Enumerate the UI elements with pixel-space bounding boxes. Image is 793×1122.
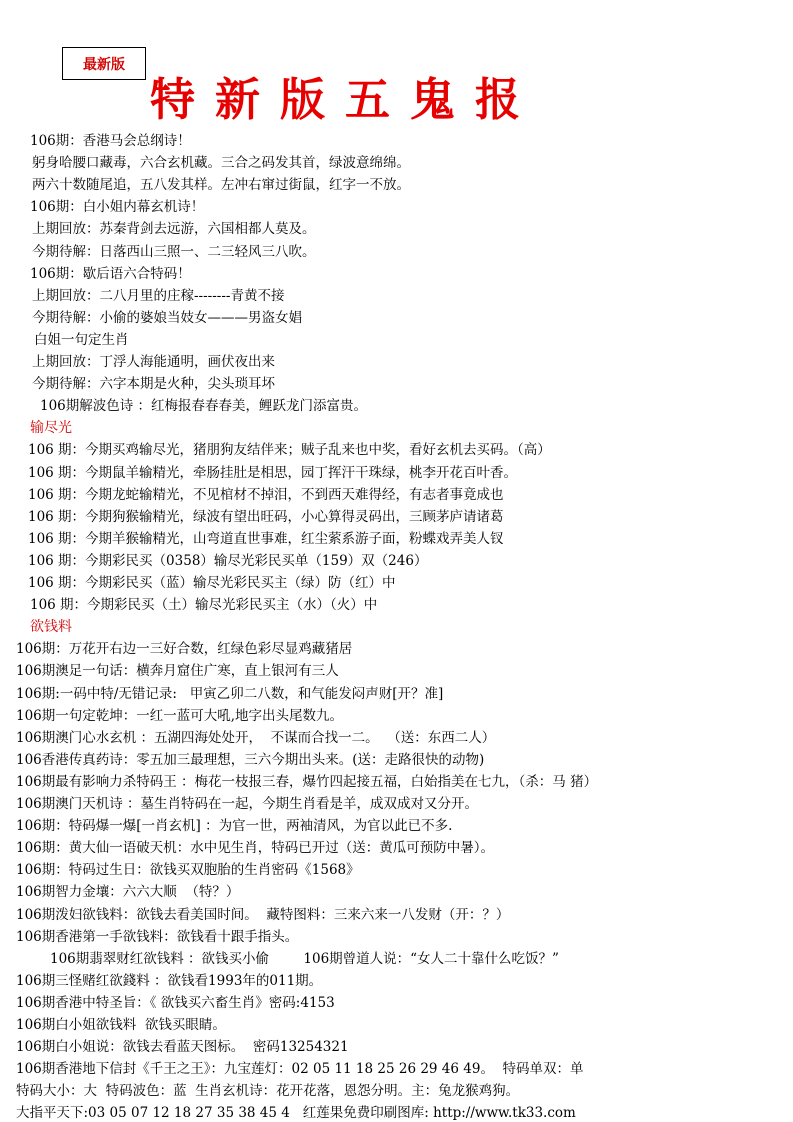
text-line: 106 期：今期鼠羊输精光，牵肠挂肚是相思，园丁挥汗干珠绿，桃李开花百叶香。	[28, 464, 518, 481]
text-line: 106期翡翠财红欲钱料 ：欲钱买小偷 106期曾道人说：“女人二十靠什么吃饭？”	[50, 950, 559, 967]
text-line: 白姐一句定生肖	[34, 331, 129, 348]
text-line: 106期：香港马会总纲诗！	[30, 133, 191, 149]
text-line: 上期回放：丁浮人海能通明，画伏夜出来	[32, 354, 275, 370]
text-line: 106期香港第一手欲钱料：欲钱看十跟手指头。	[16, 928, 299, 945]
text-line: 106期：歇后语六合特码！	[30, 265, 191, 282]
text-line: 106期解波色诗 ：红梅报春春春美，鲤跃龙门添富贵。	[40, 398, 368, 415]
text-line: 106期澳门天机诗 ：墓生肖特码在一起，今期生肖看是羊，成双成对又分开。	[16, 796, 479, 812]
text-line: 106期澳门心水玄机 ：五湖四海处处开， 不谋而合找一二。 （送：东西二人）	[16, 729, 496, 746]
text-line: 106期香港中特圣旨：《 欲钱买六畜生肖》密码:4153	[16, 994, 335, 1011]
text-line: 106期:一码中特/无错记录: 甲寅乙卯二八数，和气能发闷声财[开？准]	[16, 685, 444, 702]
section-heading: 欲钱料	[30, 619, 72, 636]
text-line: 106期：白小姐内幕玄机诗！	[30, 199, 205, 216]
text-line: 106 期：今期买鸡输尽光，猪朋狗友结伴来；贼子乱来也中奖，看好玄机去买码。（高）	[28, 442, 551, 459]
text-line: 106期澳足一句话：横奔月窟住广寒，直上银河有三人	[16, 663, 339, 680]
text-line: 106期香港地下信封《千王之王》：九宝莲灯：02 05 11 18 25 26 29 46 49。 特码单双：单	[16, 1061, 584, 1078]
text-line: 106期智力金壤：六六大顺 （特？）	[16, 884, 240, 901]
text-line: 106期泼妇欲钱料：欲钱去看美国时间。 藏特图料：三来六来一八发财（开：？）	[16, 906, 510, 923]
text-line: 106期一句定乾坤：一红一蓝可大吼,地字出头尾数九。	[16, 707, 344, 724]
section-heading: 输尽光	[30, 420, 72, 437]
text-line: 106 期：今期彩民买（0358）输尽光彩民买单（159）双（246）	[28, 552, 428, 569]
text-line: 今期待解：日落西山三照一、二三轻风三八吹。	[32, 243, 316, 260]
text-line: 106期：特码爆一爆[一肖玄机] ：为官一世，两袖清风，为官以此已不多.	[16, 818, 453, 835]
text-line: 106 期：今期彩民买（蓝）输尽光彩民买主（绿）防（红）中	[28, 575, 396, 591]
text-line: 106期最有影响力杀特码王 ：梅花一枝报三春，爆竹四起接五福，白始指美在七九，（杀：马 猪）	[16, 773, 598, 790]
text-line: 躬身哈腰口藏毒，六合玄机藏。三合之码发其首，绿波意绵绵。	[32, 155, 410, 172]
text-line: 106 期：今期龙蛇输精光，不见棺材不掉泪，不到西天难得经，有志者事竟成也	[28, 486, 504, 503]
text-line: 106期：黄大仙一语破天机：水中见生肖，特码已开过（送：黄瓜可预防中暑）。	[16, 840, 495, 857]
text-line: 106期三怪赌红欲錢料 ：欲钱看1993年的011期。	[16, 972, 323, 989]
text-line: 106 期：今期彩民买（土）输尽光彩民买主（水）（火）中	[30, 597, 378, 614]
text-line: 大指平天下:03 05 07 12 18 27 35 38 45 4 红莲果免费印刷图库: http://www.tk33.com	[16, 1105, 576, 1122]
text-line: 106香港传真药诗：零五加三最理想，三六今期出头来。(送：走路很快的动物)	[16, 751, 485, 768]
text-line: 106期：万花开右边一三好合数，红绿色彩尽显鸡藏猪居	[16, 641, 353, 658]
page-title: 特新版五鬼报	[150, 73, 541, 126]
text-line: 今期待解：小偷的婆娘当妓女———男盗女娼	[32, 309, 302, 326]
text-line: 上期回放：二八月里的庄稼--------青黄不接	[32, 287, 285, 304]
text-line: 上期回放：苏秦背剑去远游，六国相都人莫及。	[32, 221, 316, 238]
text-line: 特码大小：大 特码波色：蓝 生肖玄机诗：花开花落，恩怨分明。主：兔龙猴鸡狗。	[16, 1083, 520, 1100]
version-badge: 最新版	[62, 47, 146, 80]
text-line: 今期待解：六字本期是火种，尖头琐耳坏	[32, 376, 275, 393]
text-line: 两六十数随尾追，五八发其样。左冲右窜过街鼠，红字一不放。	[32, 177, 410, 194]
text-line: 106 期：今期狗猴输精光，绿波有望出旺码，小心算得灵码出，三顾茅庐请诸葛	[28, 508, 504, 525]
text-line: 106期：特码过生日：欲钱买双胞胎的生肖密码《1568》	[16, 862, 360, 879]
text-line: 106期白小姐说：欲钱去看蓝天图标。 密码13254321	[16, 1039, 349, 1056]
text-line: 106 期：今期羊猴输精光，山弯道直世事难，红尘萦系游子面，粉蝶戏弄美人钗	[28, 530, 504, 547]
text-line: 106期白小姐欲钱料 欲钱买眼睛。	[16, 1017, 226, 1033]
